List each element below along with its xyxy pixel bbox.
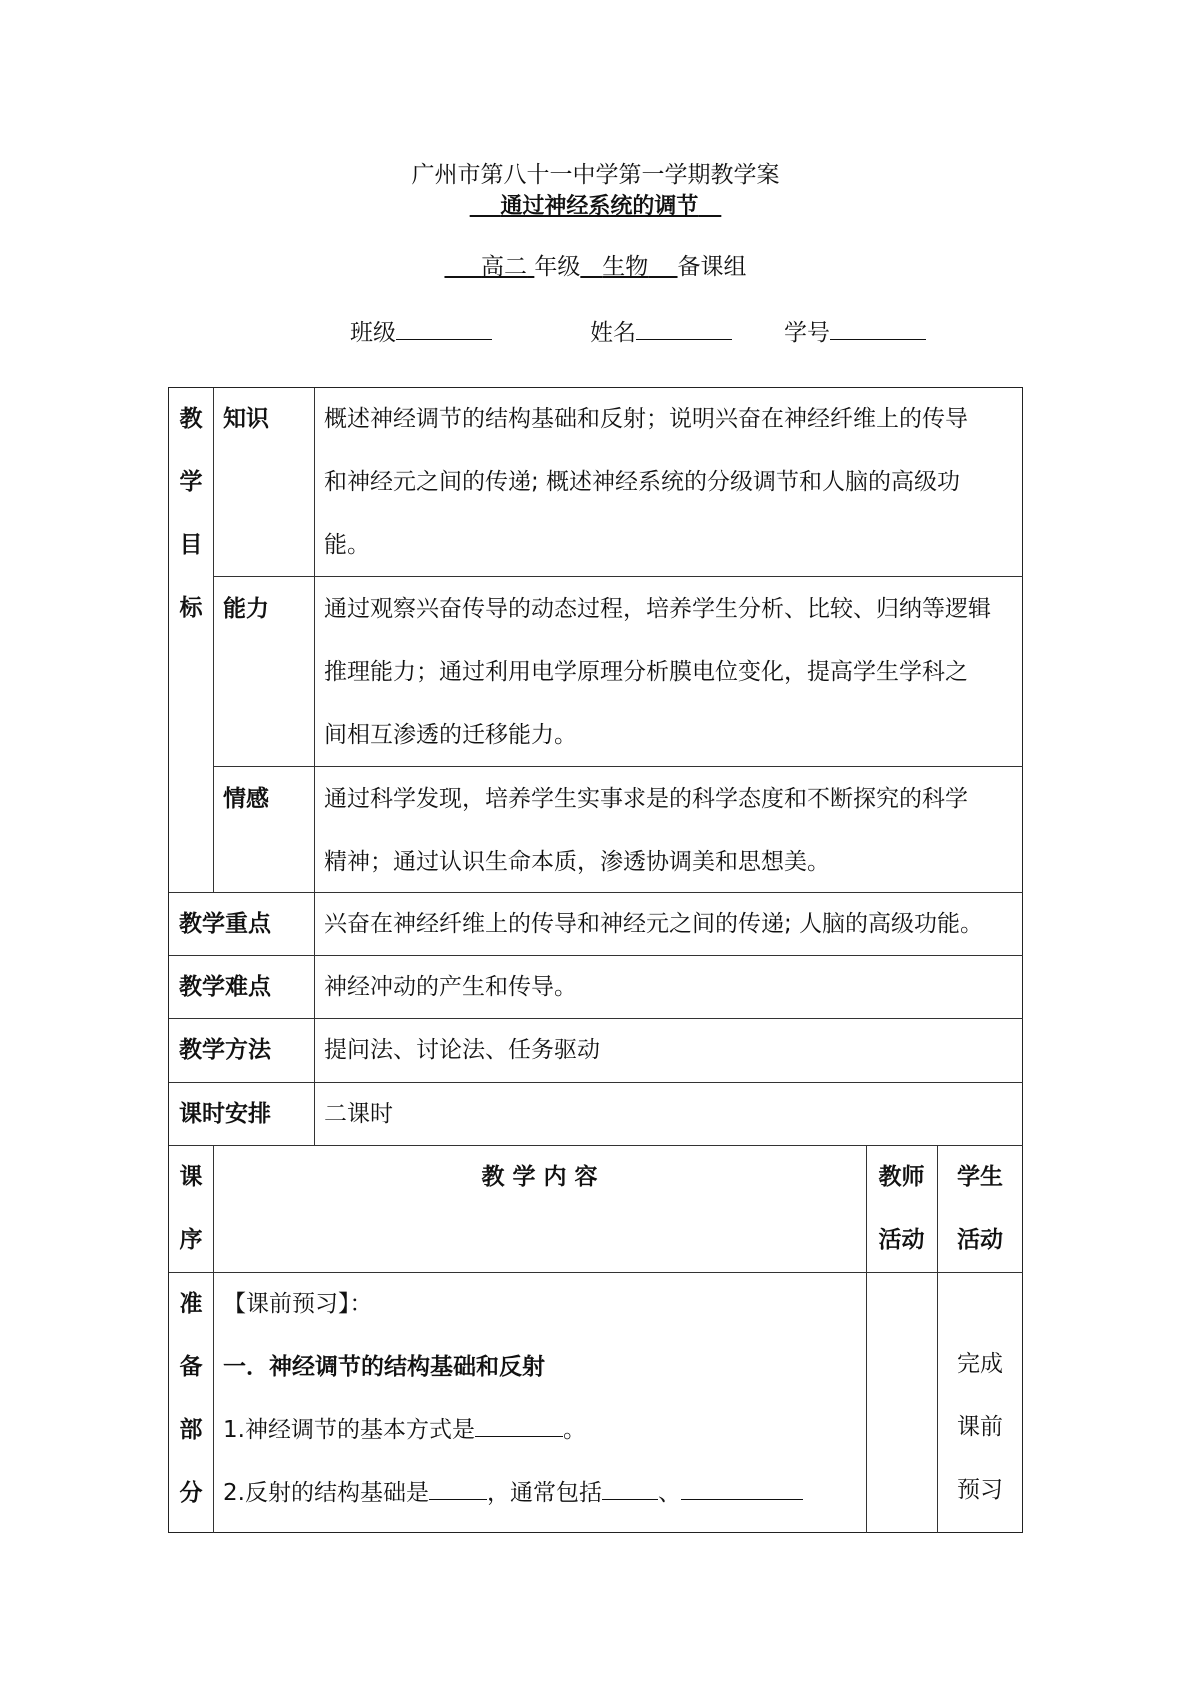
methods-text: 提问法、讨论法、任务驱动 [324, 1037, 600, 1063]
q2-blank-3[interactable] [681, 1479, 803, 1500]
key-points-text: 兴奋在神经纤维上的传导和神经元之间的传递; 人脑的高级功能。 [324, 911, 984, 937]
document-title: 广州市第八十一中学第一学期教学案 [411, 162, 780, 188]
section-heading: 一．神经调节的结构基础和反射 [223, 1354, 545, 1380]
question-1: 1.神经调节的基本方式是 。 [223, 1417, 586, 1443]
lesson-topic: 通过神经系统的调节 [500, 194, 699, 219]
content-header: 教 学 内 容 [481, 1164, 598, 1190]
lesson-plan-table [168, 387, 1023, 1533]
objectives-label: 教 学 目 标 [179, 406, 203, 621]
knowledge-label: 知识 [223, 406, 269, 432]
student-activity-prep: 完成 课前 预习 [957, 1351, 1003, 1503]
teacher-activity-header: 教师 活动 [878, 1164, 925, 1253]
class-field[interactable]: 班级 [350, 314, 492, 347]
difficulties-label: 教学难点 [179, 974, 271, 1000]
emotion-label: 情感 [223, 786, 269, 812]
student-number-field[interactable]: 学号 [784, 314, 926, 347]
name-field[interactable]: 姓名 [590, 314, 732, 347]
ability-text: 通过观察兴奋传导的动态过程，培养学生分析、比较、归纳等逻辑 推理能力；通过利用电学原理分析膜电位变化，提高学生学科之 间相互渗透的迁移能力。 [324, 596, 991, 748]
knowledge-text: 概述神经调节的结构基础和反射；说明兴奋在神经纤维上的传导 和神经元之间的传递; 概述神经系统的分级调节和人脑的高级功 能。 [324, 406, 968, 558]
q2-blank-1[interactable] [429, 1479, 487, 1500]
emotion-text: 通过科学发现，培养学生实事求是的科学态度和不断探究的科学 精神；通过认识生命本质，渗透协调美和思想美。 [324, 786, 968, 875]
prep-content [223, 1273, 863, 1525]
ability-label: 能力 [223, 596, 269, 622]
preview-heading: 【课前预习】： [223, 1291, 373, 1317]
methods-label: 教学方法 [179, 1037, 271, 1063]
grade-value: 高二 [481, 254, 528, 280]
key-points-label: 教学重点 [179, 911, 271, 937]
student-activity-header: 学生 活动 [957, 1164, 1003, 1253]
schedule-text: 二课时 [324, 1101, 393, 1127]
prep-label: 准 备 部 分 [179, 1291, 203, 1506]
schedule-label: 课时安排 [179, 1101, 271, 1127]
sequence-header: 课 序 [179, 1164, 203, 1253]
question-2: 2.反射的结构基础是 ，通常包括 、 [223, 1462, 863, 1525]
q2-blank-2[interactable] [602, 1479, 658, 1500]
subject-value: 生物 [602, 254, 649, 280]
difficulties-text: 神经冲动的产生和传导。 [324, 974, 577, 1000]
q1-blank[interactable] [475, 1416, 563, 1437]
grade-subject-line: 高二 年级 生物 备课组 [481, 254, 747, 280]
